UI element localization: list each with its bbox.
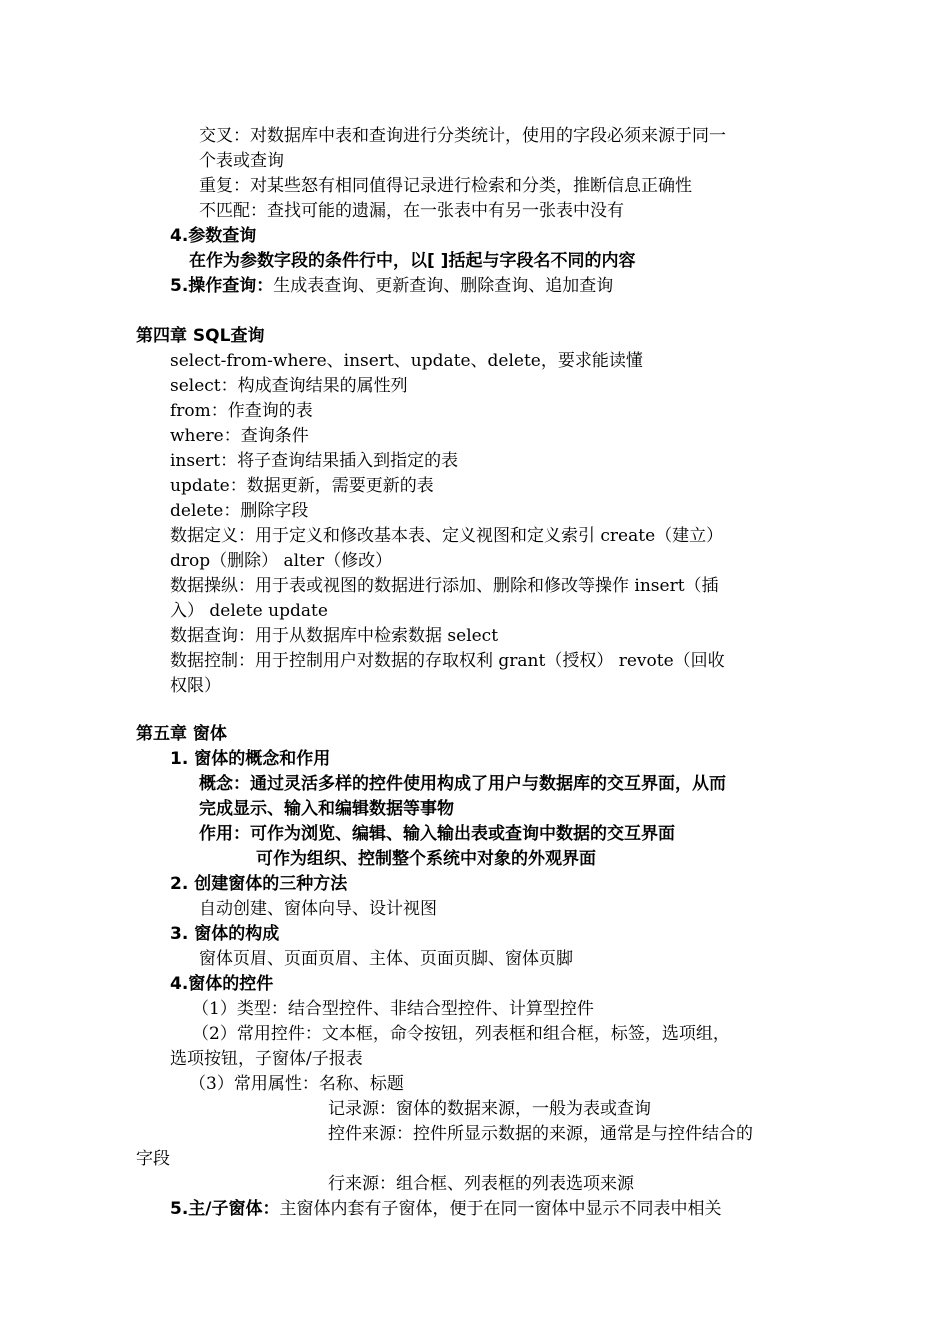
- form-section-2-heading: 2. 创建窗体的三种方法: [170, 874, 348, 894]
- form-section-4-heading: 4.窗体的控件: [170, 974, 274, 994]
- mismatch-query-line: 不匹配：查找可能的遗漏，在一张表中有另一张表中没有: [199, 201, 624, 221]
- action-query-line: [170, 275, 613, 297]
- form-use-line-2: 可作为组织、控制整个系统中对象的外观界面: [256, 849, 596, 869]
- sql-line-11: 入） delete update: [170, 601, 328, 621]
- subform-label: 5.主/子窗体：: [170, 1199, 280, 1219]
- control-source-line-1: 控件来源：控件所显示数据的来源，通常是与控件结合的: [328, 1124, 753, 1144]
- param-query-heading: 4.参数查询: [170, 226, 257, 246]
- sql-line-10: 数据操纵：用于表或视图的数据进行添加、删除和修改等操作 insert（插: [170, 576, 719, 596]
- cross-query-line-1: 交叉：对数据库中表和查询进行分类统计，使用的字段必须来源于同一: [199, 126, 726, 146]
- sql-line-13: 数据控制：用于控制用户对数据的存取权利 grant（授权） revote（回收: [170, 651, 725, 671]
- common-controls-line-1: （2）常用控件：文本框，命令按钮，列表框和组合框，标签，选项组，: [192, 1024, 730, 1044]
- sql-line-12: 数据查询：用于从数据库中检索数据 select: [170, 626, 499, 646]
- sql-line-9: drop（删除） alter（修改）: [170, 551, 393, 571]
- common-attrs-line: （3）常用属性：名称、标题: [189, 1074, 404, 1094]
- sql-line-8: 数据定义：用于定义和修改基本表、定义视图和定义索引 create（建立）: [170, 526, 724, 546]
- form-use-line-1: 作用：可作为浏览、编辑、输入输出表或查询中数据的交互界面: [199, 824, 675, 844]
- sql-line-2: select：构成查询结果的属性列: [170, 376, 408, 396]
- subform-line: [170, 1198, 722, 1220]
- chapter-5-title: 第五章 窗体: [136, 724, 227, 744]
- action-query-text: 生成表查询、更新查询、删除查询、追加查询: [273, 276, 614, 296]
- record-source-line: 记录源：窗体的数据来源，一般为表或查询: [328, 1099, 651, 1119]
- control-types-line: （1）类型：结合型控件、非结合型控件、计算型控件: [192, 999, 594, 1019]
- sql-line-7: delete：删除字段: [170, 501, 309, 521]
- chapter-4-title: 第四章 SQL查询: [136, 326, 265, 346]
- form-concept-line-1: 概念：通过灵活多样的控件使用构成了用户与数据库的交互界面，从而: [199, 774, 726, 794]
- form-section-3-heading: 3. 窗体的构成: [170, 924, 280, 944]
- form-section-3-text: 窗体页眉、页面页眉、主体、页面页脚、窗体页脚: [199, 949, 573, 969]
- form-concept-line-2: 完成显示、输入和编辑数据等事物: [199, 799, 454, 819]
- row-source-line: 行来源：组合框、列表框的列表选项来源: [328, 1174, 634, 1194]
- sql-line-1: select-from-where、insert、update、delete，要求能读懂: [170, 351, 643, 371]
- sql-line-14: 权限）: [170, 676, 221, 696]
- form-section-2-text: 自动创建、窗体向导、设计视图: [199, 899, 437, 919]
- action-query-label: 5.操作查询：: [170, 276, 274, 296]
- subform-text: 主窗体内套有子窗体，便于在同一窗体中显示不同表中相关: [279, 1199, 722, 1219]
- param-query-text: 在作为参数字段的条件行中，以[ ]括起与字段名不同的内容: [189, 251, 636, 271]
- sql-line-3: from：作查询的表: [170, 401, 313, 421]
- common-controls-line-2: 选项按钮，子窗体/子报表: [170, 1049, 363, 1069]
- duplicate-query-line: 重复：对某些怒有相同值得记录进行检索和分类，推断信息正确性: [199, 176, 692, 196]
- form-section-1-heading: 1. 窗体的概念和作用: [170, 749, 331, 769]
- control-source-line-2: 字段: [136, 1149, 170, 1169]
- sql-line-4: where：查询条件: [170, 426, 309, 446]
- cross-query-line-2: 个表或查询: [199, 151, 284, 171]
- sql-line-6: update：数据更新，需要更新的表: [170, 476, 434, 496]
- sql-line-5: insert：将子查询结果插入到指定的表: [170, 451, 459, 471]
